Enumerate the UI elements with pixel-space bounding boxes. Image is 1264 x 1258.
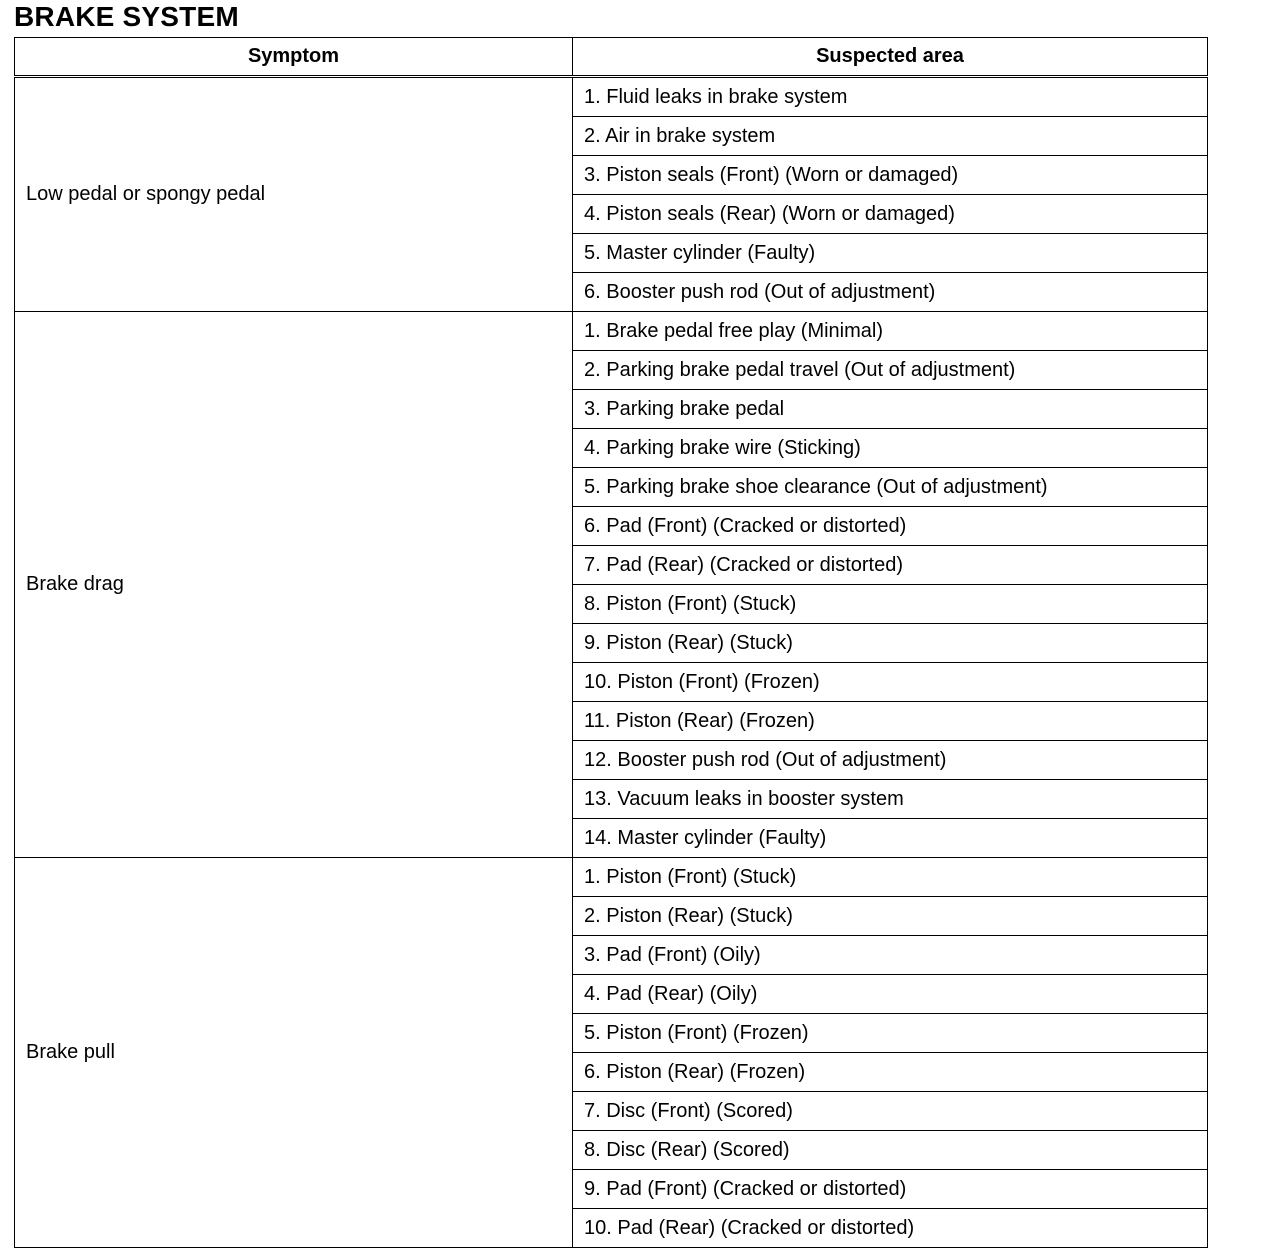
suspected-area-cell: 4. Pad (Rear) (Oily) <box>573 975 1208 1014</box>
suspected-area-cell: 6. Booster push rod (Out of adjustment) <box>573 273 1208 312</box>
suspected-area-cell: 6. Piston (Rear) (Frozen) <box>573 1053 1208 1092</box>
page-title: BRAKE SYSTEM <box>14 1 239 32</box>
suspected-area-cell: 7. Disc (Front) (Scored) <box>573 1092 1208 1131</box>
suspected-area-cell: 3. Parking brake pedal <box>573 390 1208 429</box>
suspected-area-cell: 13. Vacuum leaks in booster system <box>573 780 1208 819</box>
symptom-cell: Brake pull <box>15 858 573 1248</box>
suspected-area-cell: 3. Pad (Front) (Oily) <box>573 936 1208 975</box>
symptom-cell: Low pedal or spongy pedal <box>15 77 573 312</box>
troubleshooting-table <box>14 37 1208 1248</box>
suspected-area-cell: 1. Brake pedal free play (Minimal) <box>573 312 1208 351</box>
header-row <box>15 38 1208 77</box>
suspected-area-cell: 1. Fluid leaks in brake system <box>573 77 1208 117</box>
suspected-area-cell: 7. Pad (Rear) (Cracked or distorted) <box>573 546 1208 585</box>
suspected-area-cell: 11. Piston (Rear) (Frozen) <box>573 702 1208 741</box>
suspected-area-column-header: Suspected area <box>573 38 1208 77</box>
suspected-area-cell: 10. Pad (Rear) (Cracked or distorted) <box>573 1209 1208 1248</box>
suspected-area-cell: 5. Parking brake shoe clearance (Out of adjustment) <box>573 468 1208 507</box>
table-row <box>15 77 1208 117</box>
suspected-area-cell: 4. Piston seals (Rear) (Worn or damaged) <box>573 195 1208 234</box>
symptom-cell: Brake drag <box>15 312 573 858</box>
symptom-column-header: Symptom <box>15 38 573 77</box>
suspected-area-cell: 6. Pad (Front) (Cracked or distorted) <box>573 507 1208 546</box>
table-row <box>15 312 1208 351</box>
suspected-area-cell: 5. Master cylinder (Faulty) <box>573 234 1208 273</box>
suspected-area-cell: 5. Piston (Front) (Frozen) <box>573 1014 1208 1053</box>
suspected-area-cell: 4. Parking brake wire (Sticking) <box>573 429 1208 468</box>
suspected-area-cell: 3. Piston seals (Front) (Worn or damaged) <box>573 156 1208 195</box>
suspected-area-cell: 9. Piston (Rear) (Stuck) <box>573 624 1208 663</box>
suspected-area-cell: 1. Piston (Front) (Stuck) <box>573 858 1208 897</box>
table-body <box>15 77 1208 1248</box>
suspected-area-cell: 12. Booster push rod (Out of adjustment) <box>573 741 1208 780</box>
table-header <box>15 38 1208 77</box>
suspected-area-cell: 2. Air in brake system <box>573 117 1208 156</box>
suspected-area-cell: 2. Parking brake pedal travel (Out of adjustment) <box>573 351 1208 390</box>
suspected-area-cell: 8. Piston (Front) (Stuck) <box>573 585 1208 624</box>
suspected-area-cell: 14. Master cylinder (Faulty) <box>573 819 1208 858</box>
table-row <box>15 858 1208 897</box>
suspected-area-cell: 2. Piston (Rear) (Stuck) <box>573 897 1208 936</box>
suspected-area-cell: 8. Disc (Rear) (Scored) <box>573 1131 1208 1170</box>
suspected-area-cell: 9. Pad (Front) (Cracked or distorted) <box>573 1170 1208 1209</box>
suspected-area-cell: 10. Piston (Front) (Frozen) <box>573 663 1208 702</box>
